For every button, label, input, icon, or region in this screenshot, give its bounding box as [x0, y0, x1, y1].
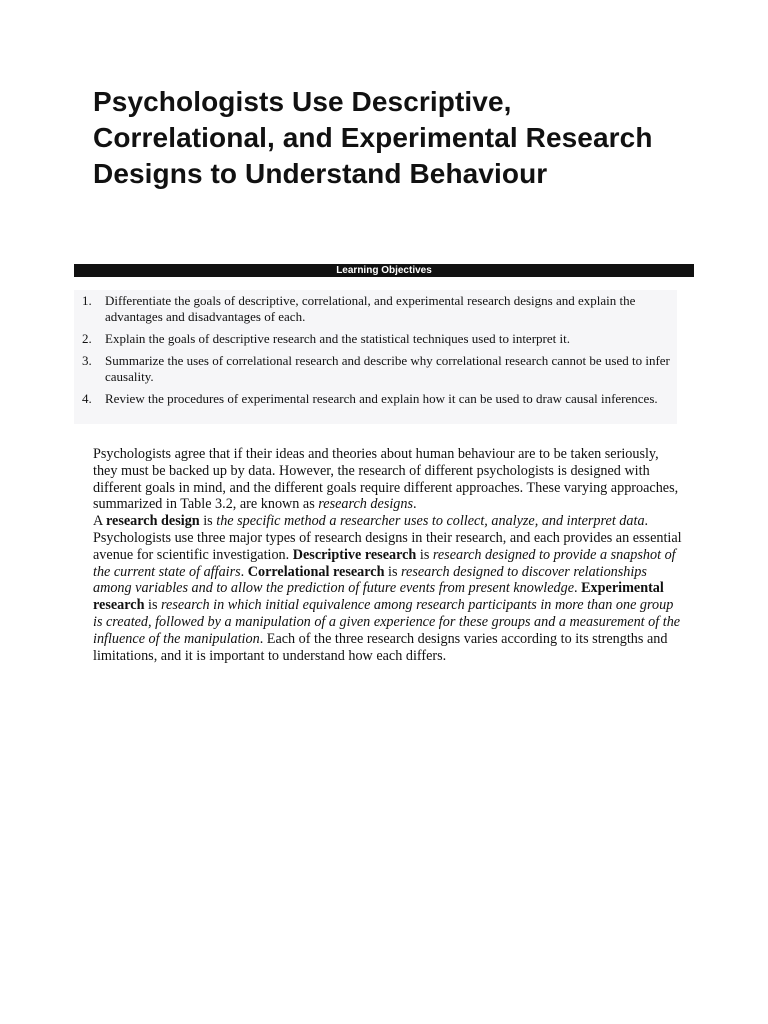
body-text-segment: .: [413, 496, 417, 513]
list-item: [74, 391, 674, 407]
list-item: [74, 293, 674, 325]
list-item-text: Differentiate the goals of descriptive, correlational, and experimental research designs and explain the advantages and disadvantages of each.: [105, 293, 636, 324]
list-item-number: 3.: [82, 353, 92, 368]
list-item-number: 4.: [82, 391, 92, 406]
learning-objectives-list: [74, 293, 674, 413]
body-paragraph: [93, 446, 683, 664]
list-item-number: 2.: [82, 331, 92, 346]
body-text-segment: . Each of the three research designs varies according to its strengths and limitations, and it is important to understand how each differs.: [93, 630, 668, 664]
list-item-number: 1.: [82, 293, 92, 308]
body-text-segment: is: [416, 546, 433, 563]
definition-research-design: the specific method a researcher uses to collect, analyze, and interpret data: [216, 513, 645, 530]
list-item-text: Summarize the uses of correlational research and describe why correlational research cannot be used to infer causality.: [105, 353, 670, 384]
body-text-segment: is: [144, 597, 162, 614]
learning-objectives-heading: Learning Objectives: [74, 264, 694, 277]
list-item: [74, 331, 674, 347]
term-correlational-research: Correlational research: [247, 563, 385, 580]
body-text-segment: .: [240, 563, 248, 580]
list-item: [74, 353, 674, 385]
list-item-text: Review the procedures of experimental research and explain how it can be used to draw causal inferences.: [105, 391, 658, 406]
definition-correlational-research: research designed to discover relationships among variables and to allow the prediction of future events from present knowledge: [93, 563, 647, 597]
body-text-segment: is: [384, 563, 402, 580]
emphasis-research-designs: research designs: [318, 496, 413, 513]
term-experimental-research: Experimental research: [93, 580, 664, 614]
body-text-segment: Psychologists agree that if their ideas and theories about human behaviour are to be taken seriously, they must be backed up by data. However, the research of different psychologists is designed with different goals in mind, and the different goals require different approaches. These varying approaches, summarized in Table 3.2, are known as: [93, 446, 679, 513]
definition-experimental-research: research in which initial equivalence among research participants in more than one group is created, followed by a manipulation of a given experience for these groups and a measurement of the influence of the manipulation: [93, 597, 681, 647]
term-descriptive-research: Descriptive research: [292, 546, 417, 563]
body-text-segment: . Psychologists use three major types of research designs in their research, and each provides an essential avenue for scientific investigation.: [93, 513, 682, 563]
term-research-design: research design: [106, 513, 200, 530]
page-title: Psychologists Use Descriptive, Correlational, and Experimental Research Designs to Understand Behaviour: [93, 86, 653, 189]
body-text-segment: A: [93, 513, 107, 530]
list-item-text: Explain the goals of descriptive research and the statistical techniques used to interpret it.: [105, 331, 570, 346]
body-text-segment: is: [199, 513, 217, 530]
definition-descriptive-research: research designed to provide a snapshot of the current state of affairs: [93, 546, 676, 580]
body-text-segment: .: [574, 580, 582, 597]
